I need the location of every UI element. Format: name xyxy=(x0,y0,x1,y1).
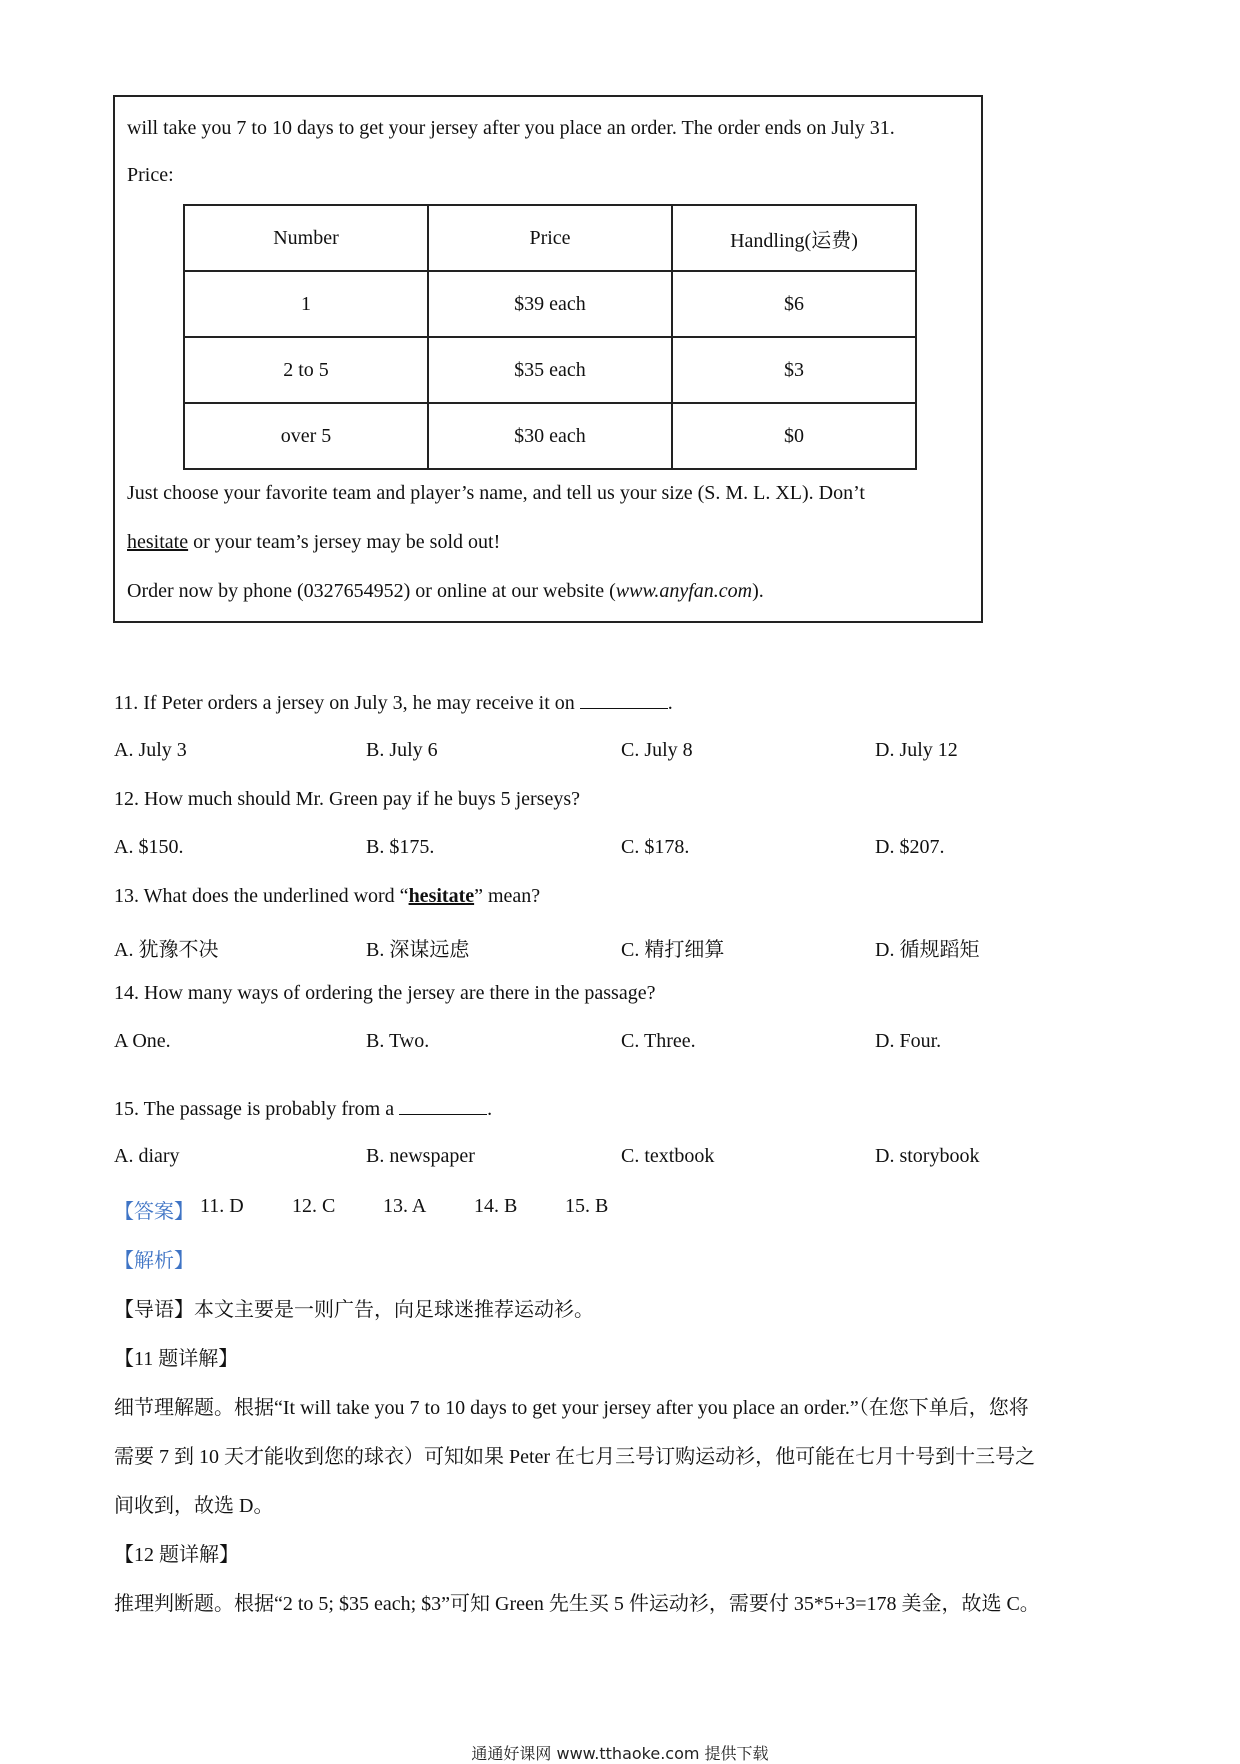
option-a: A. $150. xyxy=(114,836,184,858)
table-cell: 2 to 5 xyxy=(184,337,428,403)
option-c: C. $178. xyxy=(621,836,690,858)
answer-item: 14. B xyxy=(474,1195,518,1217)
passage-line-3-rest: or your team’s jersey may be sold out! xyxy=(188,531,501,553)
option-b: B. 深谋远虑 xyxy=(366,939,470,961)
intro-paragraph: 【导语】本文主要是一则广告，向足球迷推荐运动衫。 xyxy=(114,1299,594,1321)
answer-item: 11. D xyxy=(200,1195,244,1217)
table-row xyxy=(184,403,916,469)
table-header-row xyxy=(184,205,916,271)
option-c: C. textbook xyxy=(621,1145,715,1167)
table-cell: $0 xyxy=(672,403,916,469)
option-d: D. 循规蹈矩 xyxy=(875,939,980,961)
answer-item: 13. A xyxy=(383,1195,427,1217)
question-13-text: 13. What does the underlined word “ xyxy=(114,885,409,907)
question-15-end: . xyxy=(487,1098,493,1120)
table-cell: $3 xyxy=(672,337,916,403)
question-11-text: 11. If Peter orders a jersey on July 3, he may receive it on xyxy=(114,692,580,714)
q11-explanation-line: 需要 7 到 10 天才能收到您的球衣）可知如果 Peter 在七月三号订购运动衫，他可能在七月十号到十三号之 xyxy=(114,1446,1036,1468)
analysis-tag: 【解析】 xyxy=(114,1250,194,1272)
option-b: B. Two. xyxy=(366,1030,430,1052)
table-cell: $6 xyxy=(672,271,916,337)
table-row xyxy=(184,337,916,403)
question-15-text: 15. The passage is probably from a xyxy=(114,1098,400,1120)
question-13-end: ” mean? xyxy=(474,885,541,907)
table-cell: $35 each xyxy=(428,337,672,403)
option-b: B. newspaper xyxy=(366,1145,475,1167)
option-a: A One. xyxy=(114,1030,171,1052)
option-b: B. $175. xyxy=(366,836,435,858)
option-d: D. Four. xyxy=(875,1030,942,1052)
q11-heading: 【11 题详解】 xyxy=(114,1348,239,1370)
option-c: C. 精打细算 xyxy=(621,939,725,961)
q12-explanation-line: 推理判断题。根据“2 to 5; $35 each; $3”可知 Green 先生买 5 件运动衫，需要付 35*5+3=178 美金，故选 C。 xyxy=(114,1593,1040,1615)
question-14: 14. How many ways of ordering the jersey are there in the passage? xyxy=(114,982,656,1004)
order-info-text: Order now by phone (0327654952) or online at our website ( xyxy=(127,580,616,602)
table-cell: 1 xyxy=(184,271,428,337)
option-b: B. July 6 xyxy=(366,739,438,761)
passage-line-4 xyxy=(127,580,764,603)
option-c: C. Three. xyxy=(621,1030,696,1052)
table-header-cell: Number xyxy=(184,205,428,271)
answer-blank xyxy=(580,690,668,709)
q12-heading: 【12 题详解】 xyxy=(114,1544,239,1566)
answer-item: 15. B xyxy=(565,1195,609,1217)
q11-explanation-line: 细节理解题。根据“It will take you 7 to 10 days to get your jersey after you place an order.”（在您下单后，您将 xyxy=(114,1397,1029,1419)
question-11-end: . xyxy=(667,692,673,714)
question-15 xyxy=(114,1096,492,1121)
table-header-cell: Handling(运费) xyxy=(672,205,916,271)
passage-line-1: will take you 7 to 10 days to get your jersey after you place an order. The order ends on July 31. xyxy=(127,117,895,139)
question-12: 12. How much should Mr. Green pay if he buys 5 jerseys? xyxy=(114,788,581,810)
underlined-word-hesitate: hesitate xyxy=(127,531,189,553)
passage-line-2: Just choose your favorite team and player’s name, and tell us your size (S. M. L. XL). Don’t xyxy=(127,482,865,504)
option-c: C. July 8 xyxy=(621,739,693,761)
price-table xyxy=(183,204,917,470)
answer-tag: 【答案】 xyxy=(114,1201,194,1223)
table-row xyxy=(184,271,916,337)
passage-box xyxy=(113,95,983,623)
option-a: A. July 3 xyxy=(114,739,187,761)
option-d: D. storybook xyxy=(875,1145,980,1167)
question-11 xyxy=(114,690,673,715)
table-cell: over 5 xyxy=(184,403,428,469)
answer-blank xyxy=(399,1096,487,1115)
website-text: www.anyfan.com xyxy=(615,580,753,602)
option-d: D. July 12 xyxy=(875,739,958,761)
table-cell: $30 each xyxy=(428,403,672,469)
option-d: D. $207. xyxy=(875,836,945,858)
underlined-word-hesitate: hesitate xyxy=(408,885,475,907)
order-info-end: ). xyxy=(752,580,764,602)
answer-item: 12. C xyxy=(292,1195,336,1217)
table-cell: $39 each xyxy=(428,271,672,337)
table-header-cell: Price xyxy=(428,205,672,271)
option-a: A. 犹豫不决 xyxy=(114,939,219,961)
footer-text: 通通好课网 www.tthaoke.com 提供下载 xyxy=(471,1744,769,1763)
price-label: Price: xyxy=(127,164,174,186)
q11-explanation-line: 间收到，故选 D。 xyxy=(114,1495,274,1517)
passage-line-3 xyxy=(127,531,500,554)
option-a: A. diary xyxy=(114,1145,180,1167)
question-13 xyxy=(114,885,540,908)
